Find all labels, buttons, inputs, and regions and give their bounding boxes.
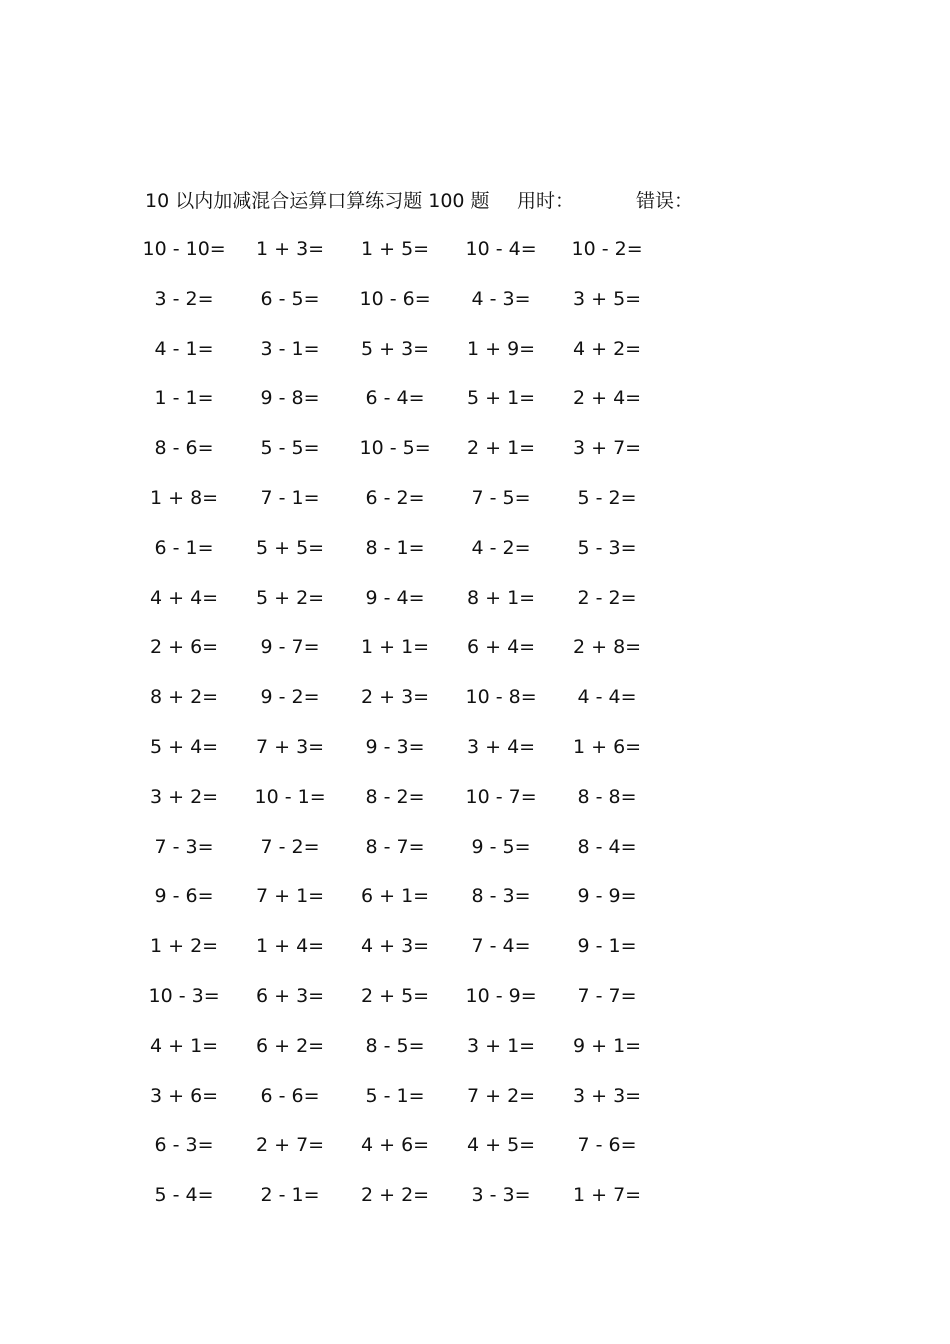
problem-cell: 2 + 7= [256, 1134, 325, 1157]
problem-cell: 6 - 3= [154, 1134, 214, 1157]
problem-cell: 5 - 2= [577, 487, 637, 509]
problem-cell: 5 + 2= [256, 586, 325, 609]
problem-cell: 9 - 7= [260, 636, 320, 659]
problem-cell: 1 - 1= [154, 387, 214, 410]
problem-cell: 10 - 8= [465, 686, 537, 709]
problem-cell: 1 + 6= [573, 736, 642, 758]
problem-cell: 3 + 2= [150, 785, 219, 808]
problem-cell: 3 + 4= [467, 736, 536, 758]
problem-cell: 10 - 5= [359, 437, 431, 460]
problem-cell: 7 + 1= [256, 885, 325, 908]
problem-cell: 9 - 6= [154, 885, 214, 908]
problem-cell: 7 - 1= [260, 487, 320, 509]
problem-cell: 10 - 1= [254, 785, 326, 808]
problem-cell: 3 + 3= [573, 1084, 642, 1107]
problem-cell: 10 - 4= [465, 238, 537, 260]
problem-cell: 4 + 2= [573, 337, 642, 360]
problem-cell: 6 - 4= [365, 387, 425, 410]
problem-cell: 3 + 5= [573, 287, 642, 310]
problem-cell: 5 - 4= [154, 1184, 214, 1207]
problem-cell: 1 + 8= [150, 487, 219, 509]
problem-cell: 10 - 3= [148, 985, 220, 1007]
problem-cell: 10 - 9= [465, 985, 537, 1007]
problem-cell: 6 + 4= [467, 636, 536, 659]
problem-cell: 4 + 5= [467, 1134, 536, 1157]
problem-cell: 1 + 3= [256, 238, 325, 260]
problem-cell: 7 - 2= [260, 835, 320, 858]
problem-cell: 1 + 9= [467, 337, 536, 360]
problem-cell: 7 - 6= [577, 1134, 637, 1157]
problem-cell: 8 - 1= [365, 536, 425, 559]
problem-cell: 1 + 4= [256, 935, 325, 958]
problem-cell: 1 + 7= [573, 1184, 642, 1207]
problem-cell: 2 + 5= [361, 985, 430, 1007]
problem-cell: 9 - 9= [577, 885, 637, 908]
problem-cell: 9 - 2= [260, 686, 320, 709]
problem-cell: 8 - 7= [365, 835, 425, 858]
problem-cell: 4 + 4= [150, 586, 219, 609]
problem-cell: 4 + 6= [361, 1134, 430, 1157]
problem-cell: 3 - 3= [471, 1184, 531, 1207]
problem-cell: 8 + 1= [467, 586, 536, 609]
worksheet-title: 10 以内加减混合运算口算练习题 100 题 [145, 190, 490, 212]
problem-cell: 8 - 2= [365, 785, 425, 808]
error-count-label: 错误： [636, 190, 694, 212]
problem-cell: 6 + 2= [256, 1034, 325, 1057]
problem-cell: 5 - 1= [365, 1084, 425, 1107]
problem-cell: 10 - 2= [571, 238, 643, 260]
problem-cell: 2 - 1= [260, 1184, 320, 1207]
problem-cell: 2 - 2= [577, 586, 637, 609]
problem-cell: 5 - 3= [577, 536, 637, 559]
problem-cell: 5 + 5= [256, 536, 325, 559]
problem-cell: 9 + 1= [573, 1034, 642, 1057]
problem-cell: 10 - 10= [142, 238, 226, 260]
problem-cell: 9 - 8= [260, 387, 320, 410]
problem-cell: 2 + 1= [467, 437, 536, 460]
problem-cell: 8 - 4= [577, 835, 637, 858]
problem-cell: 9 - 5= [471, 835, 531, 858]
problem-cell: 4 + 3= [361, 935, 430, 958]
problem-cell: 1 + 1= [361, 636, 430, 659]
problem-cell: 7 - 5= [471, 487, 531, 509]
problem-cell: 6 - 5= [260, 287, 320, 310]
problem-cell: 4 - 3= [471, 287, 531, 310]
problem-cell: 5 - 5= [260, 437, 320, 460]
problem-cell: 8 + 2= [150, 686, 219, 709]
problem-cell: 3 + 1= [467, 1034, 536, 1057]
problem-cell: 2 + 2= [361, 1184, 430, 1207]
problem-cell: 9 - 3= [365, 736, 425, 758]
problem-cell: 6 - 6= [260, 1084, 320, 1107]
problem-cell: 8 - 6= [154, 437, 214, 460]
problem-cell: 2 + 4= [573, 387, 642, 410]
problem-cell: 1 + 2= [150, 935, 219, 958]
problem-cell: 4 + 1= [150, 1034, 219, 1057]
problem-cell: 10 - 6= [359, 287, 431, 310]
problem-cell: 4 - 4= [577, 686, 637, 709]
problem-cell: 7 - 7= [577, 985, 637, 1007]
problem-cell: 9 - 1= [577, 935, 637, 958]
problem-cell: 2 + 8= [573, 636, 642, 659]
problem-cell: 5 + 1= [467, 387, 536, 410]
problem-cell: 2 + 3= [361, 686, 430, 709]
problem-cell: 5 + 4= [150, 736, 219, 758]
problem-cell: 4 - 1= [154, 337, 214, 360]
problem-cell: 8 - 8= [577, 785, 637, 808]
problem-cell: 1 + 5= [361, 238, 430, 260]
problem-cell: 4 - 2= [471, 536, 531, 559]
problem-cell: 2 + 6= [150, 636, 219, 659]
problem-cell: 8 - 3= [471, 885, 531, 908]
problem-cell: 10 - 7= [465, 785, 537, 808]
problem-cell: 3 - 2= [154, 287, 214, 310]
problem-cell: 7 + 2= [467, 1084, 536, 1107]
problem-cell: 9 - 4= [365, 586, 425, 609]
time-used-label: 用时： [517, 190, 575, 212]
problem-cell: 7 + 3= [256, 736, 325, 758]
problem-cell: 7 - 3= [154, 835, 214, 858]
problem-cell: 6 + 1= [361, 885, 430, 908]
problem-cell: 8 - 5= [365, 1034, 425, 1057]
problem-cell: 7 - 4= [471, 935, 531, 958]
problem-cell: 3 + 7= [573, 437, 642, 460]
problem-cell: 6 - 2= [365, 487, 425, 509]
problem-cell: 3 - 1= [260, 337, 320, 360]
problem-cell: 5 + 3= [361, 337, 430, 360]
problem-cell: 6 - 1= [154, 536, 214, 559]
problem-cell: 6 + 3= [256, 985, 325, 1007]
problem-cell: 3 + 6= [150, 1084, 219, 1107]
